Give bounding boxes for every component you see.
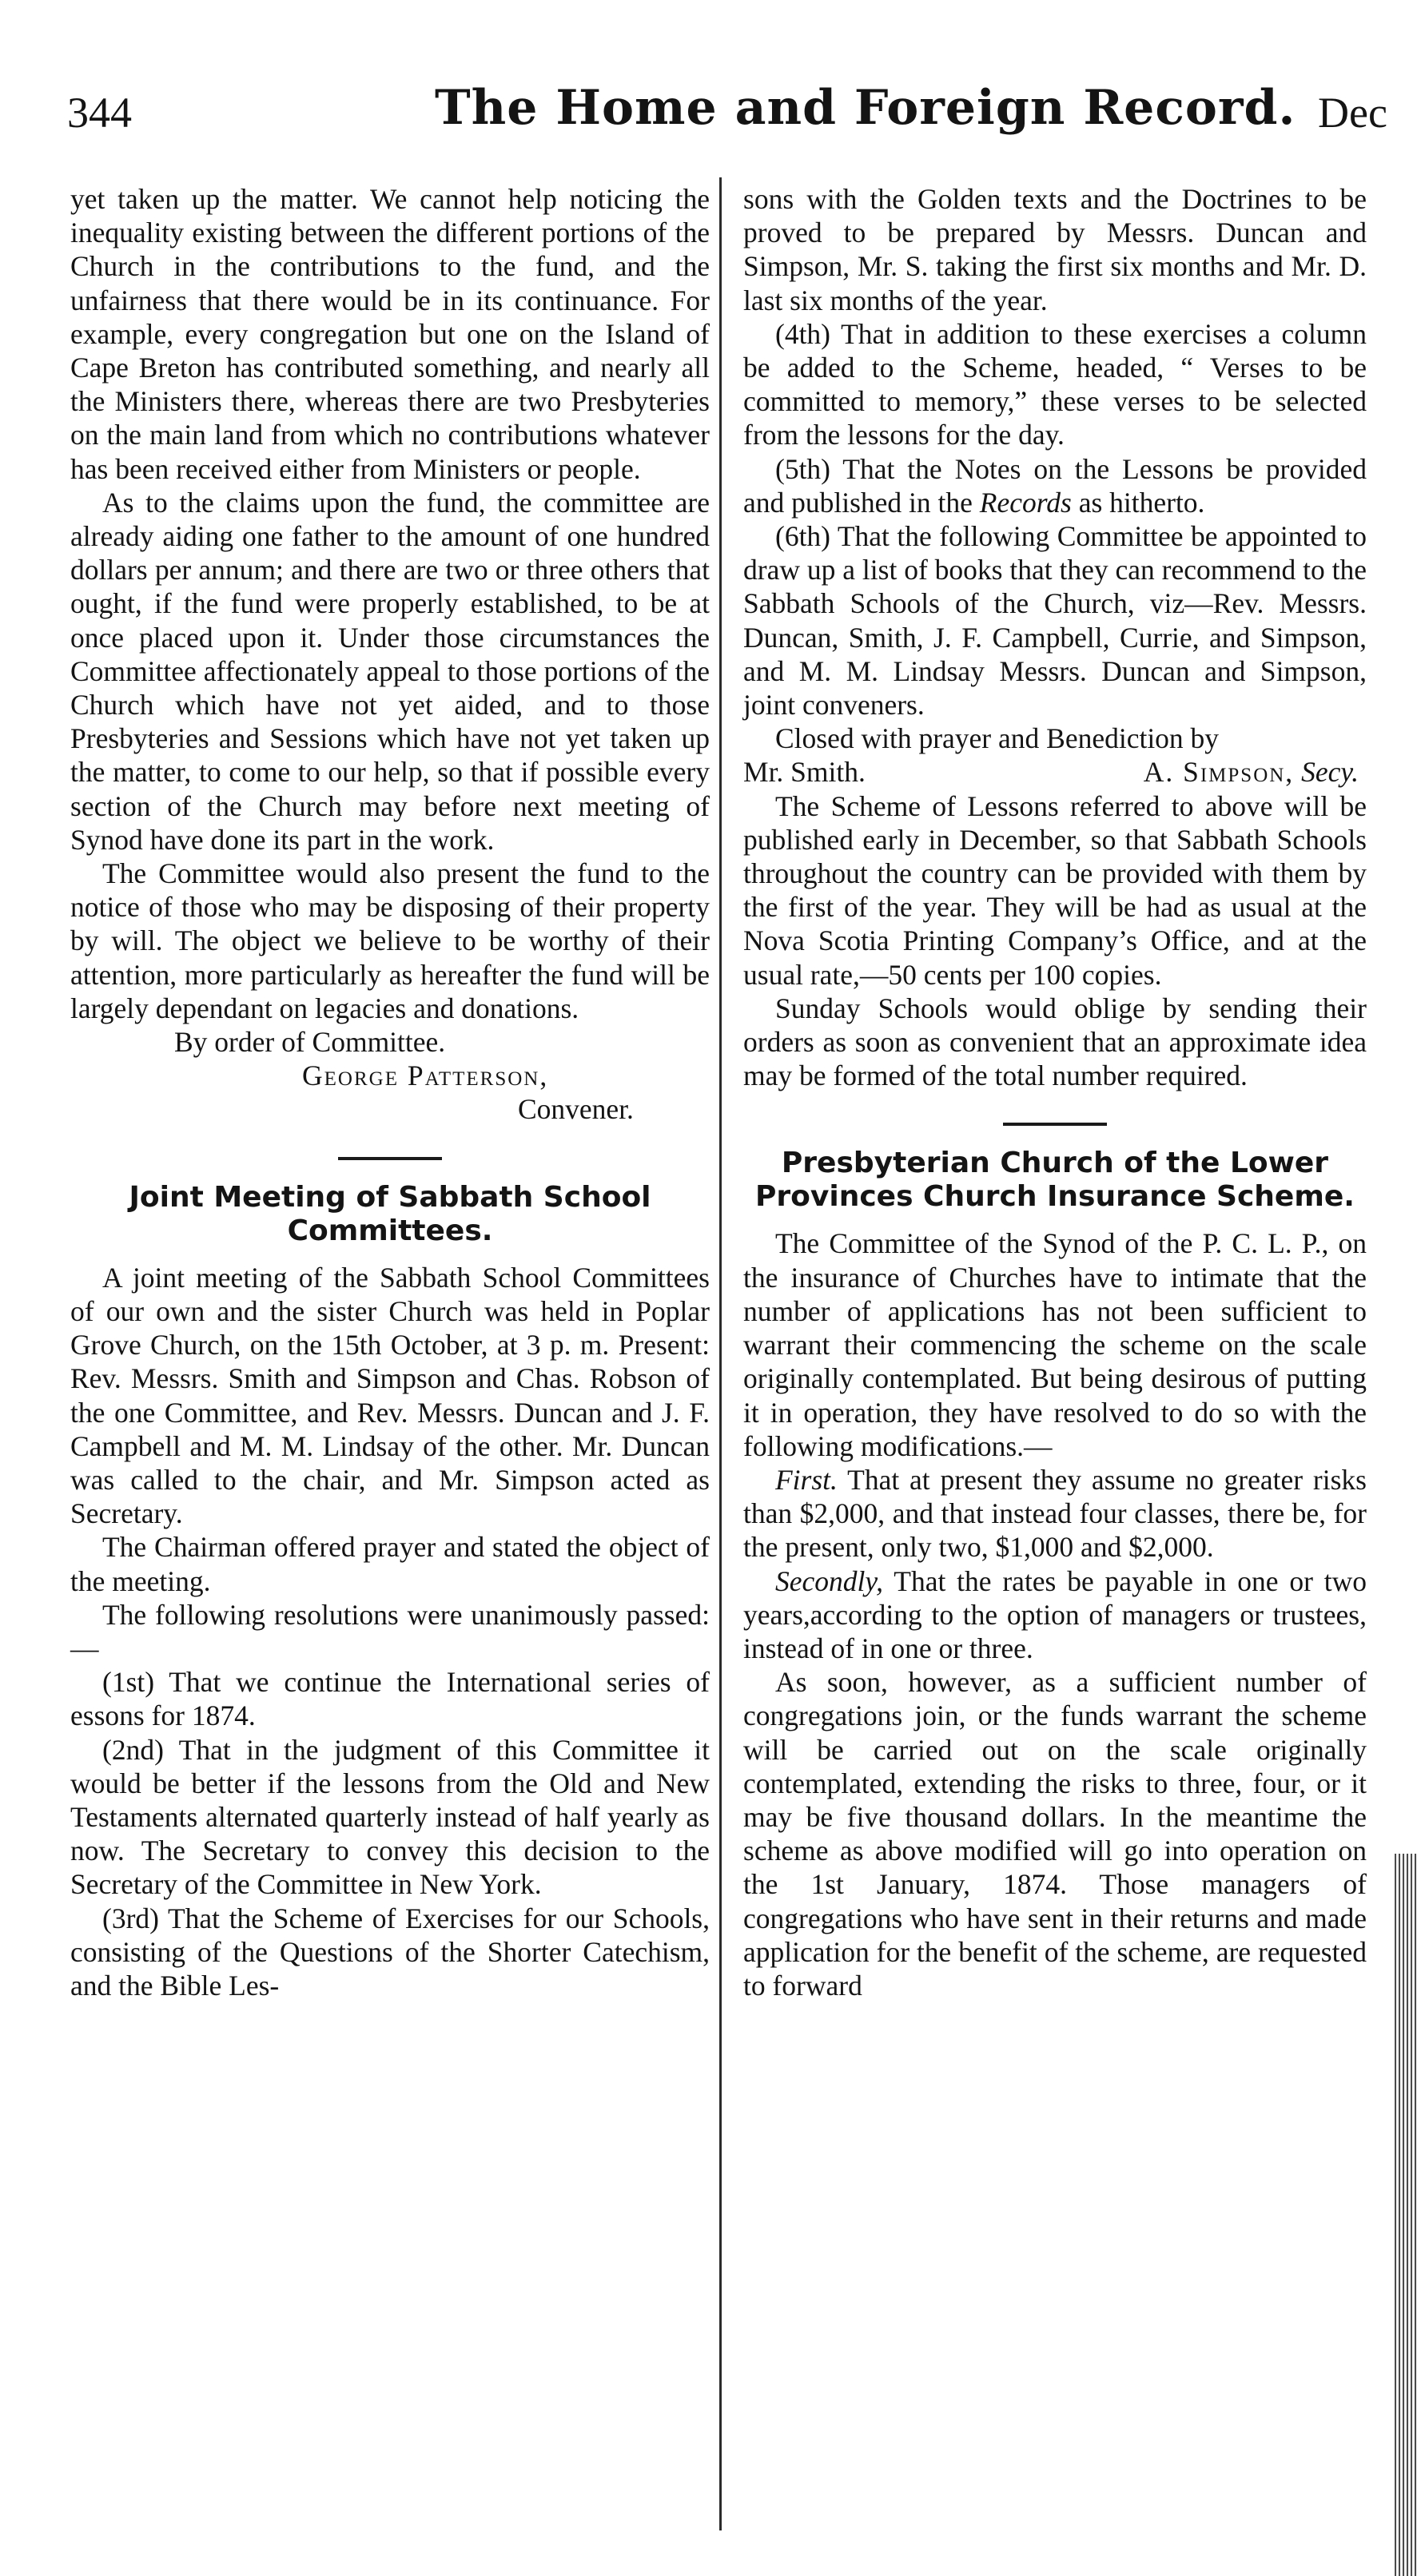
signature-order: By order of Committee.: [174, 1026, 446, 1059]
right-column: [743, 182, 1367, 2002]
closing-left: Mr. Smith.: [743, 756, 866, 789]
resolution-6: (6th) That the following Committee be appointed to draw up a list of books that they can recommend to the Sabbath Schools of the Church, viz—Rev. Messrs. Duncan, Smith, J. F. Campbell, Currie, and Simpson, and M. M. Lindsay Messrs. Duncan and Simpson, joint conveners.: [743, 520, 1367, 722]
text-span: That the rates be payable in one or two years,according to the option of managers or trustees, instead of in one or three.: [743, 1564, 1367, 1664]
section-rule: [338, 1157, 442, 1160]
scan-edge: [1395, 1854, 1417, 2576]
running-title: The Home and Foreign Record.: [435, 80, 1296, 136]
paragraph: [743, 1463, 1367, 1564]
header-month: Dec: [1318, 89, 1387, 137]
paragraph: The Committee would also present the fund to the notice of those who may be disposing of their property by will. The object we believe to be worthy of their attention, more particularly as hereafter the fund will be largely dependant on legacies and donations.: [70, 857, 710, 1024]
section-rule: [1003, 1123, 1107, 1126]
paragraph: The Chairman offered prayer and stated the object of the meeting.: [70, 1531, 710, 1597]
signer-title: Secy.: [1301, 756, 1359, 789]
left-column: [70, 182, 710, 2002]
paragraph: sons with the Golden texts and the Doctrines to be proved to be prepared by Messrs. Duncan and Simpson, Mr. S. taking the first six months and Mr. D. last six months of the year.: [743, 183, 1367, 316]
paragraph: yet taken up the matter. We cannot help noticing the inequality existing between the different portions of the Church in the contributions to the fund, and the unfairness that there would be in its continuance. For example, every congregation but one on the Island of Cape Breton has contributed something, and nearly all the Ministers there, whereas there are two Presbyteries on the main land from which no contributions whatever has been received either from Ministers or people.: [70, 183, 710, 485]
emphasis: Secondly,: [775, 1564, 884, 1597]
column-divider: [719, 177, 722, 2530]
paragraph: Sunday Schools would oblige by sending their orders as soon as convenient that an approximate idea may be formed of the total number required.: [743, 992, 1367, 1092]
text-span: (5th) That the Notes on the Lessons be provided and published in the: [743, 452, 1367, 519]
section-heading: Presbyterian Church of the Lower Provinces Church Insurance Scheme.: [755, 1147, 1355, 1214]
resolution-5: [743, 452, 1367, 519]
paragraph: The Committee of the Synod of the P. C. L. P., on the insurance of Churches have to intimate that the number of applications has not been sufficient to warrant their commencing the scheme on the scale originally contemplated. But being desirous of putting it in operation, they have resolved to do so with the following modifications.—: [743, 1227, 1367, 1462]
signature-name: George Patterson,: [302, 1059, 549, 1092]
resolution-2: (2nd) That in the judgment of this Committee it would be better if the lessons from the Old and New Testaments alternated quarterly instead of half yearly as now. The Secretary to convey this decision to the Secretary of the Committee in New York.: [70, 1733, 710, 1901]
resolution-3: (3rd) That the Scheme of Exercises for our Schools, consisting of the Questions of the Shorter Catechism, and the Bible Les-: [70, 1902, 710, 2002]
paragraph: The Scheme of Lessons referred to above will be published early in December, so that Sabbath Schools throughout the country can be provided with them by the first of the year. They will be had as usual at the Nova Scotia Printing Company’s Office, and at the usual rate,—50 cents per 100 copies.: [743, 789, 1367, 991]
paragraph: [743, 1564, 1367, 1666]
signature-title: Convener.: [518, 1093, 634, 1126]
text-span: as hitherto.: [1071, 486, 1205, 519]
paragraph: A joint meeting of the Sabbath School Committees of our own and the sister Church was held in Poplar Grove Church, on the 15th October, at 3 p. m. Present: Rev. Messrs. Smith and Simpson and Chas. Robson of the one Committee, and Rev. Messrs. Duncan and J. F. Campbell and M. M. Lindsay of the other. Mr. Duncan was called to the chair, and Mr. Simpson acted as Secretary.: [70, 1261, 710, 1530]
emphasis: First.: [775, 1463, 838, 1496]
paragraph: As to the claims upon the fund, the committee are already aiding one father to the amount of one hundred dollars per annum; and there are two or three others that ought, if the fund were properly established, to be at once placed upon it. Under those circumstances the Committee affectionately appeal to those portions of the Church which have not yet aided, and to those Presbyteries and Sessions which have not yet taken up the matter, to come to our help, so that if possible every section of the Church may before next meeting of Synod have done its part in the work.: [70, 486, 710, 856]
section-heading: Joint Meeting of Sabbath School Committees.: [129, 1180, 651, 1247]
closing-signature: [743, 755, 1367, 789]
page-header: [67, 80, 1417, 152]
closing-signer: [1144, 755, 1359, 789]
paragraph: As soon, however, as a sufficient number of congregations join, or the funds warrant the scheme will be carried out on the scale originally contemplated, extending the risks to three, four, or it may be five thousand dollars. In the meantime the scheme as above modified will go into operation on the 1st January, 1874. Those managers of congregations who have sent in their returns and made application for the benefit of the scheme, are requested to forward: [743, 1666, 1367, 2002]
paragraph: The following resolutions were unanimously passed:—: [70, 1598, 710, 1664]
resolution-1: (1st) That we continue the International series of essons for 1874.: [70, 1666, 710, 1732]
resolution-4: (4th) That in addition to these exercises a column be added to the Scheme, headed, “ Verses to be committed to memory,” these verses to be selected from the lessons for the day.: [743, 317, 1367, 451]
paragraph: Closed with prayer and Benediction by: [775, 722, 1220, 755]
emphasis: Records: [979, 486, 1072, 519]
page-number: 344: [67, 89, 132, 137]
signer-name: A. Simpson,: [1143, 756, 1295, 789]
text-span: That at present they assume no greater risks than $2,000, and that instead four classes, there be, for the present, only two, $1,000 and $2,000.: [743, 1463, 1367, 1564]
